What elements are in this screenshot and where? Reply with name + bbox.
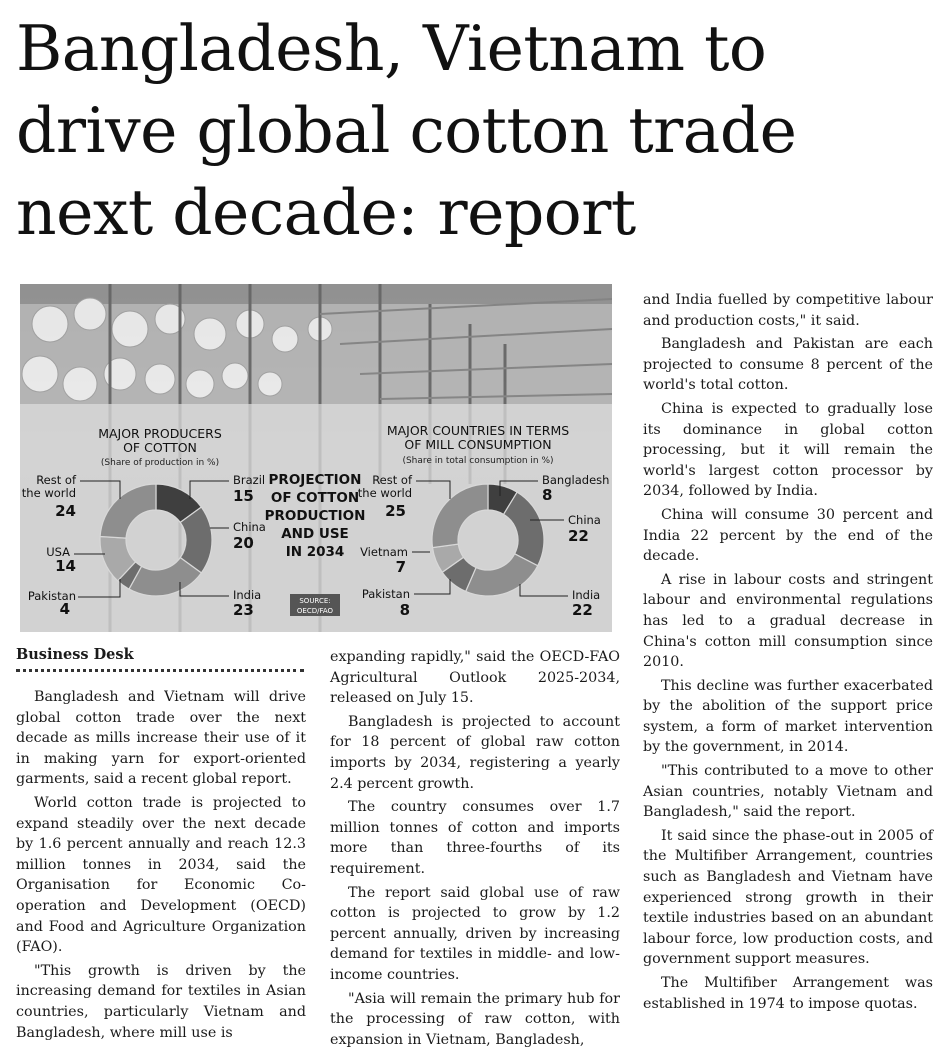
infographic [20, 284, 612, 632]
value-brazil: 15 [233, 487, 254, 505]
value-rest-producers: 24 [55, 502, 76, 520]
label-china-consumption: China [568, 513, 601, 527]
article-column-2 [330, 647, 620, 1053]
source-value: OECD/FAO [296, 607, 334, 615]
paragraph: The Multifiber Arrangement was established in 1974 to impose quotas. [643, 975, 933, 1012]
center-title-line2: OF COTTON [270, 490, 360, 506]
label-rest-consumption: Rest of [372, 473, 412, 487]
paragraph: "This contributed to a move to other Asian countries, notably Vietnam and Bangladesh," said the report. [643, 763, 933, 821]
paragraph: Bangladesh is projected to account for 18 percent of global raw cotton imports by 2034, registering a yearly 2.4 percent growth. [330, 713, 620, 792]
center-title-line5: IN 2034 [285, 544, 345, 560]
paragraph: Bangladesh and Vietnam will drive global cotton trade over the next decade as mills increase their use of it in making yarn for export-oriented garments, said a recent global report. [16, 689, 306, 788]
label-bangladesh: Bangladesh [542, 473, 610, 487]
label-pakistan-consumption: Pakistan [361, 587, 410, 601]
label-india-consumption: India [572, 588, 601, 602]
article-column-1 [16, 687, 306, 1046]
value-india-producers: 23 [233, 601, 254, 619]
paragraph: This decline was further exacerbated by the abolition of the support price system, a form of market intervention by the government, in 2014. [643, 677, 933, 756]
value-china-consumption: 22 [568, 527, 589, 545]
center-title-line1: PROJECTION [268, 472, 362, 488]
value-china-producers: 20 [233, 534, 254, 552]
paragraph: China is expected to gradually lose its dominance in global cotton processing, but it will remain the world's largest cotton processor by 2034, followed by India. [643, 400, 933, 500]
label-china-producers: China [233, 520, 266, 534]
consumption-subtitle: (Share in total consumption in %) [402, 456, 554, 466]
paragraph: China will consume 30 percent and India 22 percent by the end of the decade. [643, 506, 933, 565]
paragraph: expanding rapidly," said the OECD-FAO Agricultural Outlook 2025-2034, released on July 15. [330, 649, 620, 707]
value-bangladesh: 8 [542, 486, 553, 504]
value-pakistan-producers: 4 [59, 600, 70, 618]
paragraph: Bangladesh and Pakistan are each projected to consume 8 percent of the world's total cotton. [643, 336, 933, 394]
center-title-line4: AND USE [281, 526, 349, 542]
center-title-line3: PRODUCTION [264, 508, 366, 524]
label-pakistan-producers: Pakistan [27, 589, 76, 603]
label-rest-producers-2: the world [21, 486, 76, 500]
value-vietnam: 7 [395, 558, 406, 576]
paragraph: "This growth is driven by the increasing demand for textiles in Asian countries, particularly Vietnam and Bangladesh, where mill use is [16, 962, 306, 1041]
producers-title-line2: OF COTTON [123, 440, 197, 455]
label-rest-consumption-2: the world [357, 486, 412, 500]
producers-subtitle: (Share of production in %) [100, 458, 220, 468]
value-usa: 14 [55, 557, 76, 575]
source-label: SOURCE: [299, 597, 331, 605]
paragraph: "Asia will remain the primary hub for the processing of raw cotton, with expansion in Vietnam, Bangladesh, [330, 990, 620, 1048]
consumption-title-line2: OF MILL CONSUMPTION [404, 437, 552, 452]
byline: Business Desk [16, 646, 304, 672]
consumption-title-line1: MAJOR COUNTRIES IN TERMS [386, 423, 570, 438]
paragraph: The report said global use of raw cotton is projected to grow by 1.2 percent annually, driven by increasing demand for textiles in middle- and low-income countries. [330, 884, 620, 983]
paragraph: It said since the phase-out in 2005 of the Multifiber Arrangement, countries such as Bangladesh and Vietnam have experienced strong growth in their textile industries based on an abundant labour force, low production costs, and government support measures. [643, 827, 933, 968]
label-brazil: Brazil [233, 473, 266, 487]
label-india-producers: India [233, 588, 262, 602]
paragraph: The country consumes over 1.7 million tonnes of cotton and imports more than three-fourths of its requirement. [330, 799, 620, 877]
article-column-3 [643, 290, 933, 1017]
value-rest-consumption: 25 [385, 502, 406, 520]
value-india-consumption: 22 [572, 601, 593, 619]
producers-title-line1: MAJOR PRODUCERS [98, 426, 222, 441]
label-usa: USA [46, 545, 70, 559]
headline: Bangladesh, Vietnam to drive global cotton trade next decade: report [16, 12, 797, 249]
paragraph: A rise in labour costs and stringent labour and environmental regulations has led to a gradual decrease in China's cotton mill consumption since 2010. [643, 571, 933, 671]
label-vietnam: Vietnam [360, 545, 408, 559]
label-rest-producers: Rest of [36, 473, 76, 487]
paragraph: and India fuelled by competitive labour and production costs," it said. [643, 292, 933, 329]
infographic-svg [20, 284, 612, 632]
paragraph: World cotton trade is projected to expand steadily over the next decade by 1.6 percent annually and reach 12.3 million tonnes in 2034, said the Organisation for Economic Co-operation and Development (OECD) and Food and Agriculture Organization (FAO). [16, 794, 306, 956]
value-pakistan-consumption: 8 [399, 601, 410, 619]
